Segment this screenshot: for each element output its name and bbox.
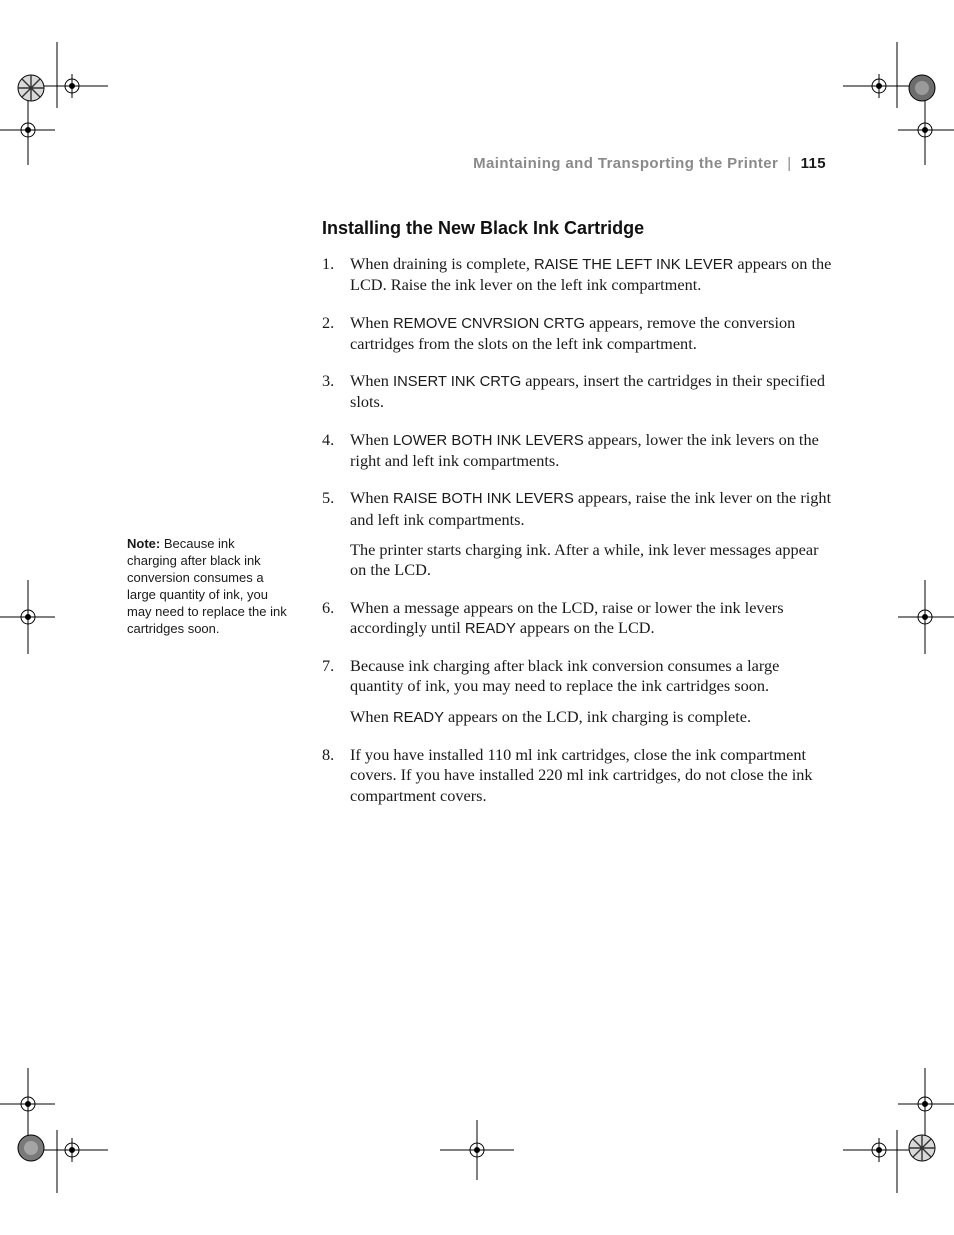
step-list xyxy=(322,254,832,823)
star-target-icon xyxy=(18,75,44,101)
step-text: If you have installed 110 ml ink cartridges, close the ink compartment covers. If you have installed 220 ml ink cartridges, do not close the ink compartment covers. xyxy=(350,745,813,805)
gray-target-icon xyxy=(18,1135,44,1161)
registration-target-icon xyxy=(60,74,84,98)
lcd-message: RAISE BOTH INK LEVERS xyxy=(392,491,574,508)
step-item xyxy=(322,598,832,640)
note-text: Because ink charging after black ink conversion consumes a large quantity of ink, you may need to replace the ink cartridges soon. xyxy=(127,536,287,636)
step-text: When a message appears on the LCD, raise or lower the ink levers accordingly until READY appears on the LCD. xyxy=(350,597,784,637)
note-label: Note: xyxy=(127,536,161,551)
step-text: When RAISE BOTH INK LEVERS appears, raise the ink lever on the right and left ink compartments. xyxy=(350,488,832,529)
gray-target-icon xyxy=(909,75,935,101)
step-number: 1. xyxy=(322,254,335,273)
header-separator: | xyxy=(787,155,792,172)
section-title: Installing the New Black Ink Cartridge xyxy=(322,218,645,238)
step-text: When INSERT INK CRTG appears, insert the cartridges in their specified slots. xyxy=(350,371,826,412)
step-item xyxy=(322,656,832,728)
step-item xyxy=(322,430,832,472)
registration-target-icon xyxy=(867,74,891,98)
step-item xyxy=(322,254,832,296)
star-target-icon xyxy=(909,1135,935,1161)
page-number: 115 xyxy=(800,155,826,172)
lcd-message: REMOVE CNVRSION CRTG xyxy=(392,315,586,332)
step-number: 2. xyxy=(322,312,335,332)
step-text: Because ink charging after black ink conversion consumes a large quantity of ink, you may need to replace the ink cartridges soon. xyxy=(350,656,780,696)
step-item xyxy=(322,488,832,580)
step-number: 6. xyxy=(322,597,335,617)
lcd-message: LOWER BOTH INK LEVERS xyxy=(392,432,584,449)
lcd-message: READY xyxy=(392,709,444,726)
step-item xyxy=(322,745,832,806)
lcd-message: READY xyxy=(464,620,516,637)
step-subtext: The printer starts charging ink. After a while, ink lever messages appear on the LCD. xyxy=(350,539,819,580)
step-number: 7. xyxy=(322,656,335,676)
step-subtext: When READY appears on the LCD, ink charging is complete. xyxy=(350,706,752,726)
lcd-message: RAISE THE LEFT INK LEVER xyxy=(534,257,734,273)
step-text: When REMOVE CNVRSION CRTG appears, remove the conversion cartridges from the slots on the left ink compartment. xyxy=(350,312,796,353)
step-text: When LOWER BOTH INK LEVERS appears, lower the ink levers on the right and left ink compartments. xyxy=(350,429,819,471)
step-number: 8. xyxy=(322,745,335,765)
step-text: When draining is complete, RAISE THE LEFT INK LEVER appears on the LCD. Raise the ink lever on the left ink compartment. xyxy=(350,254,832,295)
step-item xyxy=(322,313,832,355)
step-number: 3. xyxy=(322,371,335,391)
step-number: 5. xyxy=(322,488,335,508)
running-header xyxy=(473,155,826,172)
step-item xyxy=(322,371,832,413)
side-note xyxy=(127,535,287,637)
lcd-message: INSERT INK CRTG xyxy=(392,374,522,391)
step-number: 4. xyxy=(322,429,335,449)
chapter-title: Maintaining and Transporting the Printer xyxy=(473,155,779,172)
